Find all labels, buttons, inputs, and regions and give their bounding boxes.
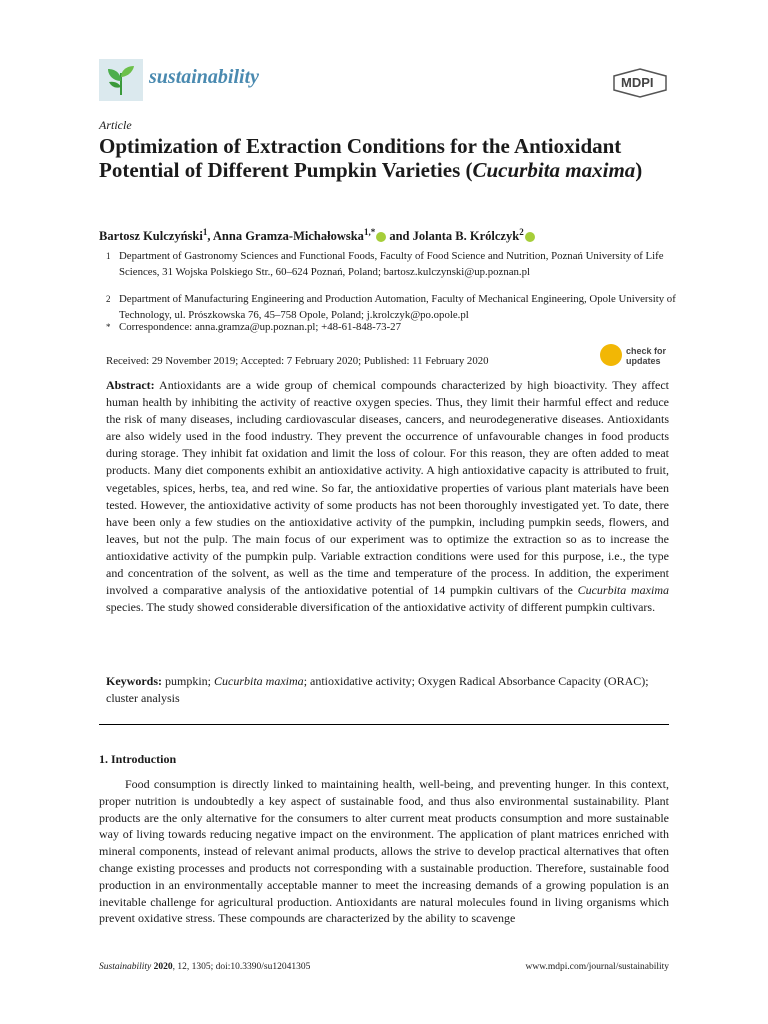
journal-logo bbox=[99, 59, 143, 101]
publication-dates: Received: 29 November 2019; Accepted: 7 February 2020; Published: 11 February 2020 bbox=[106, 355, 489, 367]
author-name[interactable]: , Anna Gramza-Michałowska bbox=[207, 229, 364, 244]
author-name[interactable]: and Jolanta B. Królczyk bbox=[386, 229, 520, 244]
mdpi-text: MDPI bbox=[621, 75, 654, 90]
check-updates-icon bbox=[600, 344, 622, 366]
journal-url-link[interactable]: www.mdpi.com/journal/sustainability bbox=[525, 962, 669, 972]
correspondence: * Correspondence: anna.gramza@up.poznan.pl; +48-61-848-73-27 bbox=[106, 321, 401, 333]
check-for-updates-button[interactable]: check for updates bbox=[600, 344, 672, 370]
orcid-icon[interactable] bbox=[525, 232, 535, 242]
paper-title: Optimization of Extraction Conditions for the Antioxidant Potential of Different Pumpkin Varieties (Cucurbita maxima) bbox=[99, 134, 643, 182]
affiliation: 2 Department of Manufacturing Engineering and Production Automation, Faculty of Mechanical Engineering, Opole University of Technology, ul. Prószkowska 76, 45–758 Opole, Poland; j.krolczyk@po.opole.pl bbox=[106, 293, 676, 321]
divider bbox=[99, 724, 669, 725]
abstract: Abstract: Antioxidants are a wide group of chemical compounds characterized by high bioactivity. They affect human health by inhibiting the activity of reactive oxygen species. Thus, they limit their harmful effect and reduce the risk of many diseases, including cardiovascular diseases, cancers, and neurodegenerative diseases. Antioxidants are also widely used in the food industry. They prevent the occurrence of unfavourable changes in food products during storage. They inhibit fat oxidation and limit the loss of colour. For this reason, they are often added to meat products. Many diet components exhibit an antioxidative activity. A high antioxidative capacity is attributed to fruit, vegetables, spices, herbs, tea, and red wine. So far, the antioxidative properties of various plant materials have been tested. However, the antioxidative activity of some products has not been thoroughly investigated yet. To date, there have been only a few studies on the antioxidative activity of the pumpkin, including pumpkin seeds, flowers, and leaves, but not the pulp. The main focus of our experiment was to optimize the extraction so as to increase the antioxidative activity of the pumpkin pulp. Variable extraction conditions were used for this purpose, i.e., the type and concentration of the solvent, as well as the time and temperature of the process. In addition, the experiment involved a comparative analysis of the antioxidative potential of 14 pumpkin cultivars of the Cucurbita maxima species. The study showed considerable diversification of the antioxidative activity of different pumpkin cultivars. bbox=[106, 378, 669, 615]
journal-name: sustainability bbox=[149, 66, 260, 88]
author-list: Bartosz Kulczyński$^1$, Anna Gramza-Michałowska$^{1,*}$ and Jolanta B. Królczyk$^2$ bbox=[99, 227, 535, 244]
author-name[interactable]: Bartosz Kulczyński bbox=[99, 229, 203, 244]
mdpi-logo bbox=[612, 68, 668, 98]
orcid-icon[interactable] bbox=[376, 232, 386, 242]
section-body: Food consumption is directly linked to maintaining health, well-being, and preventing hunger. In this context, proper nutrition is undoubtedly a key aspect of sustainable food, and thus also environmental sustainability. Plant products are the only alternative for the consumers to alter current meat products consumption and more sustainable way of living towards reducing negative impact on the environment. The application of plant matrices enriched with mineral components, instead of relevant animal products, allows the strive to develop practical alternatives that often change existing processes and products not corresponding with a sustainable production. Therefore, sustainable food production in an environmentally acceptable manner to meet the increasing demands of a growing population is an inevitable challenge for agricultural production. Antioxidants are natural molecules found in living organisms which prevent oxidative stress. These compounds are characterized by the ability to scavenge bbox=[99, 777, 669, 926]
section-heading: 1. Introduction bbox=[99, 752, 177, 766]
keywords: Keywords: pumpkin; Cucurbita maxima; antioxidative activity; Oxygen Radical Absorbance Capacity (ORAC); cluster analysis bbox=[106, 674, 649, 706]
citation-footer: Sustainability 2020, 12, 1305; doi:10.3390/su12041305 bbox=[99, 962, 311, 972]
article-type-label: Article bbox=[99, 118, 132, 132]
affiliation: 1 Department of Gastronomy Sciences and Functional Foods, Faculty of Food Science and Nutrition, Poznań University of Life Sciences, 31 Wojska Polskiego Str., 60–624 Poznań, Poland; bartosz.kulczynski@up.poznan.pl bbox=[106, 250, 664, 278]
